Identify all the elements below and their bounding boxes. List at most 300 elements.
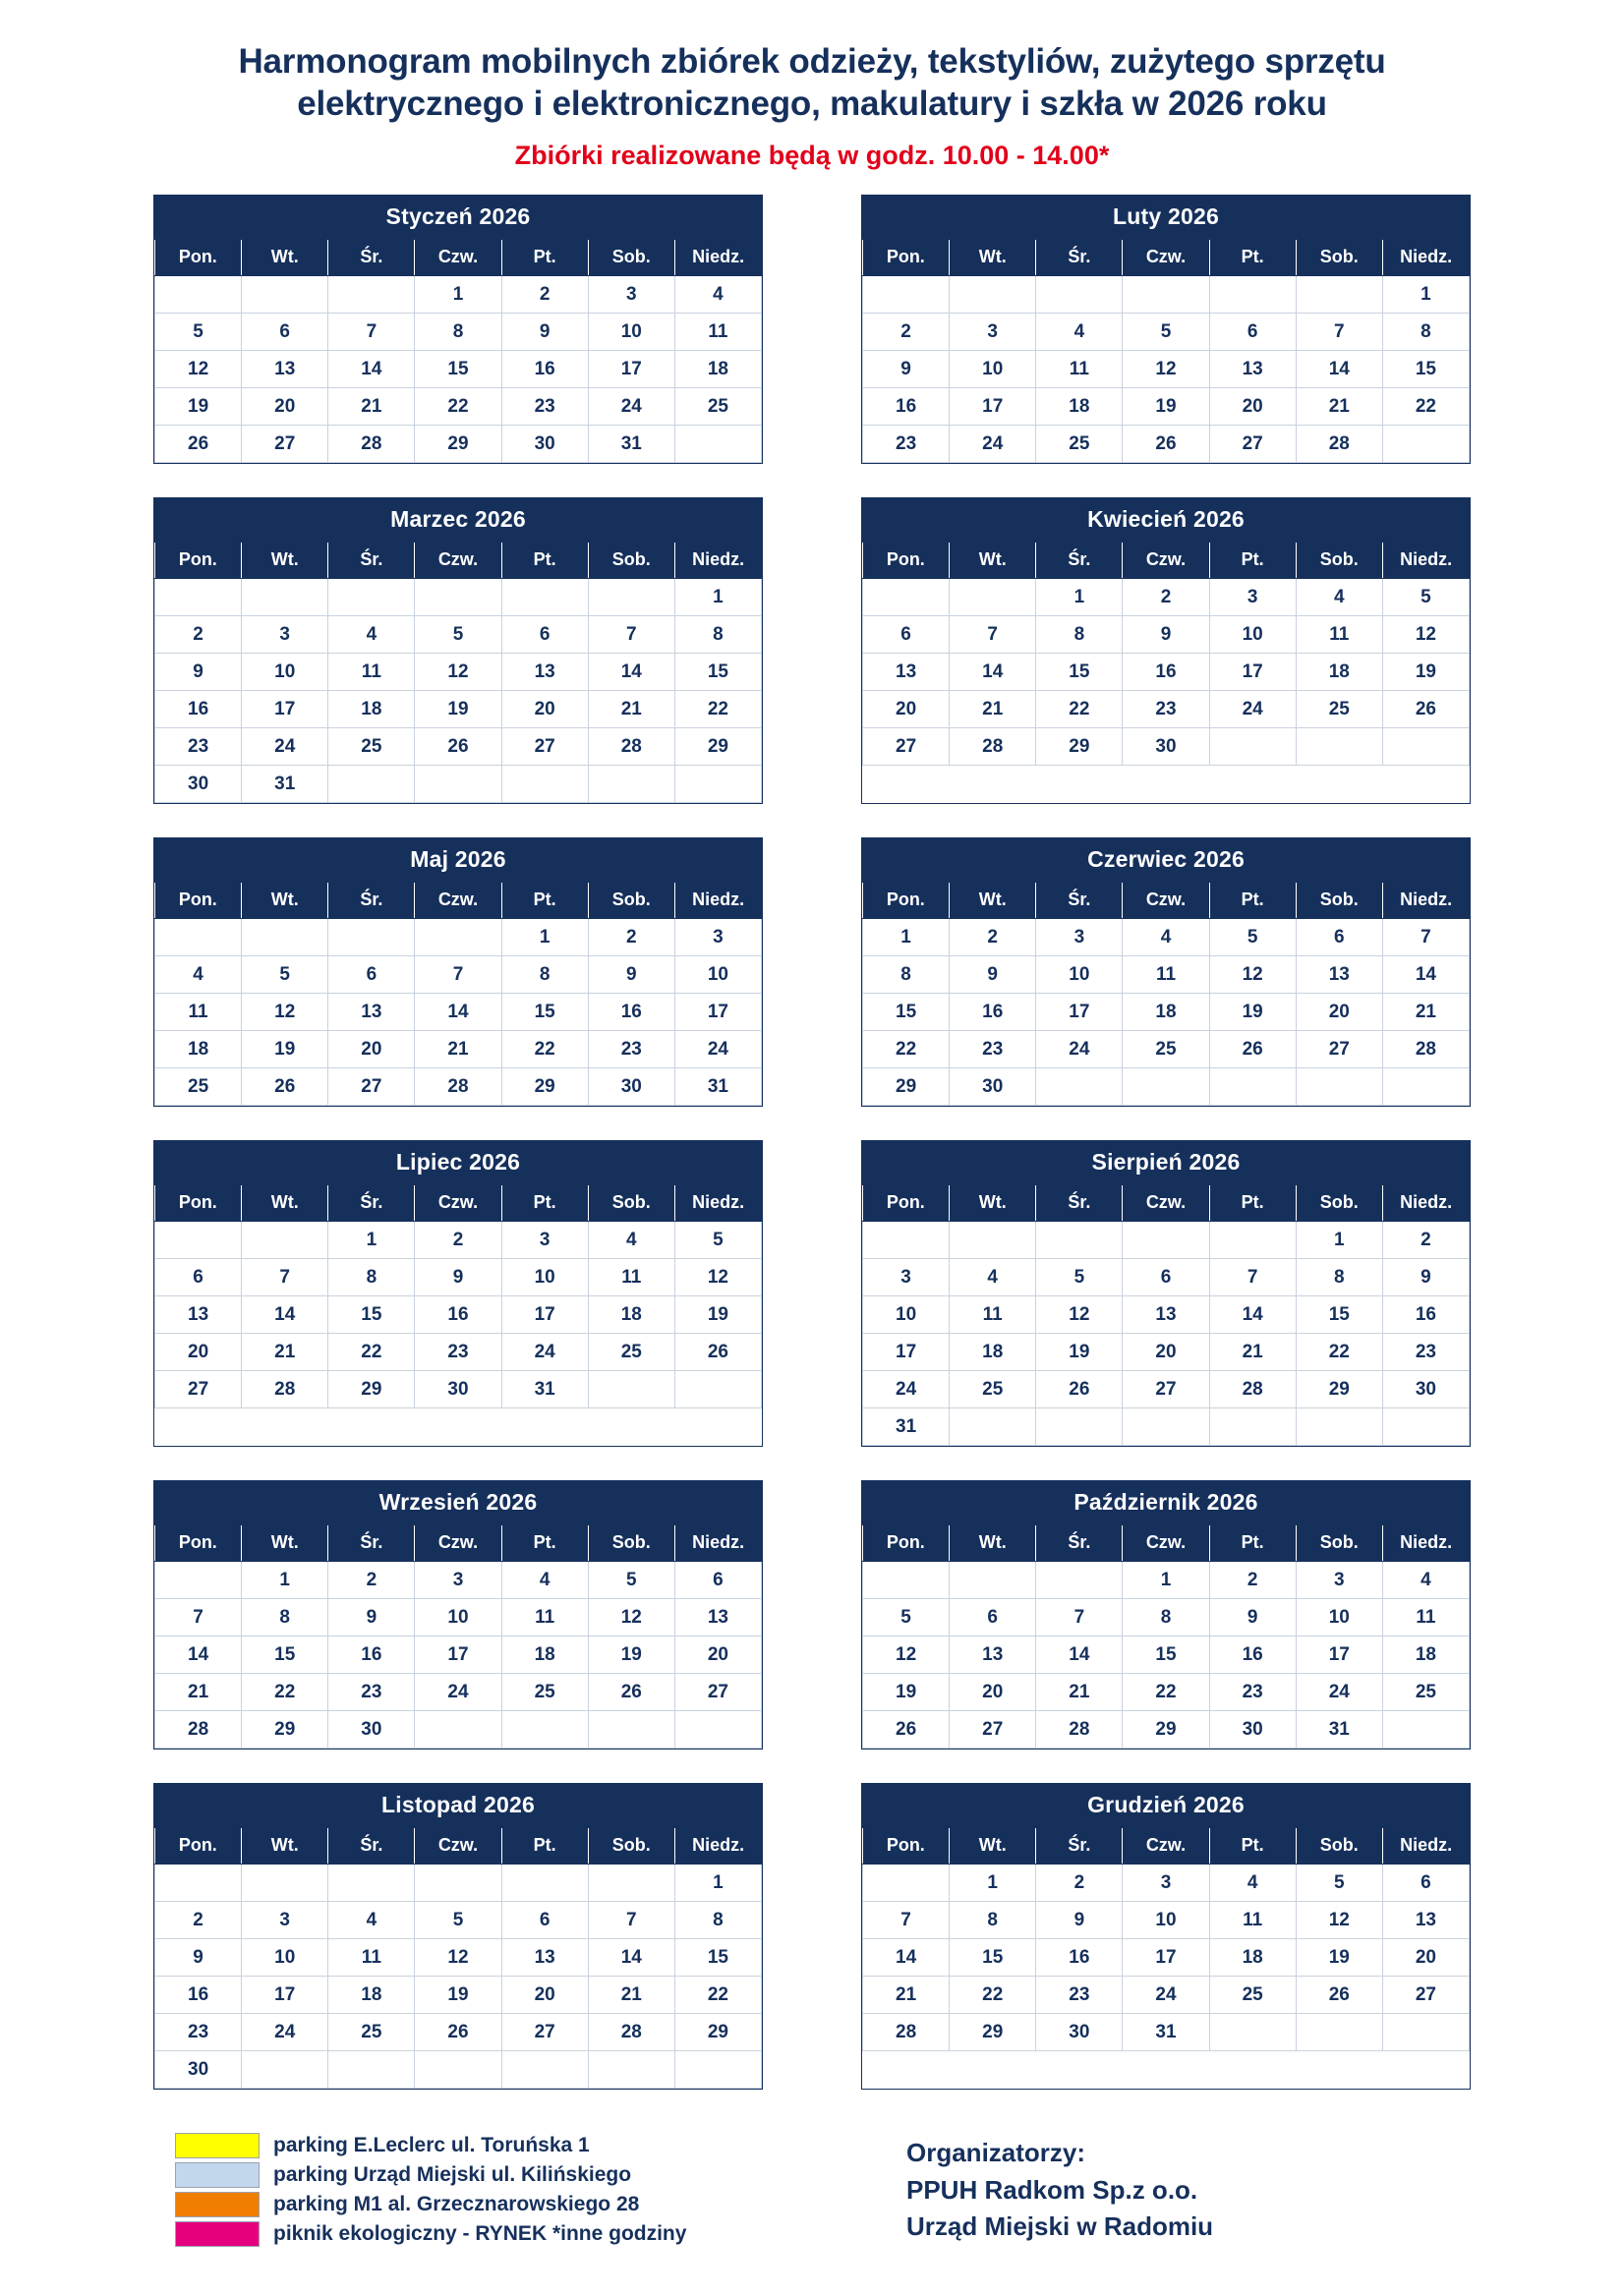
day-cell: 28: [242, 1371, 328, 1408]
empty-cell: [1209, 276, 1296, 314]
empty-cell: [1036, 276, 1123, 314]
day-cell: 28: [155, 1711, 242, 1749]
day-cell: 4: [674, 276, 761, 314]
day-cell: 2: [950, 919, 1036, 956]
day-cell: 19: [415, 691, 501, 728]
day-cell: 9: [863, 351, 950, 388]
weekday-header: Śr.: [328, 883, 415, 919]
empty-cell: [1123, 276, 1209, 314]
day-cell: 18: [1209, 1939, 1296, 1977]
day-cell: 17: [588, 351, 674, 388]
weekday-header-row: [155, 1828, 762, 1865]
weekday-header: Niedz.: [674, 240, 761, 276]
legend-color-swatch: [175, 2133, 260, 2158]
week-row: [863, 1296, 1470, 1334]
day-cell: 3: [1036, 919, 1123, 956]
legend-item: [175, 2221, 804, 2247]
month-calendar: [153, 1783, 763, 2090]
day-cell: 10: [242, 1939, 328, 1977]
weekday-header: Śr.: [1036, 543, 1123, 579]
page-title-line2: elektrycznego i elektronicznego, makulatury i szkła w 2026 roku: [297, 84, 1327, 123]
weekday-header: Pt.: [501, 1185, 588, 1222]
day-cell: 6: [1296, 919, 1382, 956]
weekday-header: Śr.: [1036, 1525, 1123, 1562]
day-cell: 9: [1209, 1599, 1296, 1636]
day-cell: 30: [1209, 1711, 1296, 1749]
day-cell: 29: [501, 1068, 588, 1106]
month-table: [154, 240, 762, 463]
day-cell: 6: [950, 1599, 1036, 1636]
organizer-2: Urząd Miejski w Radomiu: [906, 2211, 1214, 2242]
day-cell: 14: [588, 1939, 674, 1977]
week-row: [155, 994, 762, 1031]
day-cell: 15: [328, 1296, 415, 1334]
empty-cell: [1123, 1408, 1209, 1446]
empty-cell: [1382, 1068, 1469, 1106]
day-cell: 23: [588, 1031, 674, 1068]
weekday-header: Niedz.: [674, 1525, 761, 1562]
legend-label: parking E.Leclerc ul. Toruńska 1: [273, 2134, 590, 2156]
week-row: [155, 1865, 762, 1902]
month-table: [862, 1525, 1470, 1749]
day-cell: 19: [674, 1296, 761, 1334]
day-cell: 10: [1296, 1599, 1382, 1636]
day-cell: 22: [950, 1977, 1036, 2014]
day-cell: 24: [242, 2014, 328, 2051]
legend-label: piknik ekologiczny - RYNEK *inne godziny: [273, 2222, 687, 2245]
day-cell: 24: [950, 426, 1036, 463]
week-row: [863, 426, 1470, 463]
weekday-header-row: [155, 240, 762, 276]
day-cell: 21: [1382, 994, 1469, 1031]
week-row: [863, 1674, 1470, 1711]
week-row: [155, 766, 762, 803]
weekday-header: Wt.: [242, 1828, 328, 1865]
weekday-header: Sob.: [1296, 543, 1382, 579]
empty-cell: [1209, 1222, 1296, 1259]
day-cell: 7: [328, 314, 415, 351]
day-cell: 20: [1209, 388, 1296, 426]
day-cell: 21: [1296, 388, 1382, 426]
week-row: [863, 1371, 1470, 1408]
day-cell: 12: [415, 1939, 501, 1977]
empty-cell: [415, 766, 501, 803]
day-cell: 31: [863, 1408, 950, 1446]
day-cell: 26: [1209, 1031, 1296, 1068]
weekday-header: Niedz.: [1382, 1828, 1469, 1865]
day-cell: 29: [415, 426, 501, 463]
day-cell: 21: [242, 1334, 328, 1371]
day-cell: 6: [501, 1902, 588, 1939]
weekday-header: Czw.: [1123, 883, 1209, 919]
empty-cell: [1209, 728, 1296, 766]
month-table: [154, 543, 762, 803]
week-row: [155, 1068, 762, 1106]
day-cell: 17: [501, 1296, 588, 1334]
day-cell: 2: [588, 919, 674, 956]
day-cell: 19: [415, 1977, 501, 2014]
month-table: [862, 883, 1470, 1106]
day-cell: 26: [1382, 691, 1469, 728]
day-cell: 28: [1036, 1711, 1123, 1749]
day-cell: 21: [328, 388, 415, 426]
day-cell: 2: [1209, 1562, 1296, 1599]
week-row: [863, 1902, 1470, 1939]
day-cell: 27: [863, 728, 950, 766]
weekday-header: Pon.: [863, 883, 950, 919]
organizers-heading: Organizatorzy:: [906, 2138, 1086, 2167]
weekday-header: Pon.: [155, 1828, 242, 1865]
day-cell: 10: [501, 1259, 588, 1296]
day-cell: 16: [328, 1636, 415, 1674]
day-cell: 1: [674, 579, 761, 616]
empty-cell: [674, 1371, 761, 1408]
empty-cell: [415, 1711, 501, 1749]
empty-cell: [328, 579, 415, 616]
day-cell: 24: [863, 1371, 950, 1408]
day-cell: 18: [328, 1977, 415, 2014]
day-cell: 25: [1209, 1977, 1296, 2014]
day-cell: 31: [1296, 1711, 1382, 1749]
day-cell: 5: [588, 1562, 674, 1599]
empty-cell: [1296, 2014, 1382, 2051]
empty-cell: [242, 579, 328, 616]
weekday-header: Sob.: [588, 883, 674, 919]
month-title: Listopad 2026: [154, 1783, 762, 1828]
day-cell: 10: [674, 956, 761, 994]
day-cell: 9: [328, 1599, 415, 1636]
empty-cell: [1123, 1222, 1209, 1259]
weekday-header: Pon.: [863, 1828, 950, 1865]
day-cell: 8: [863, 956, 950, 994]
empty-cell: [863, 1562, 950, 1599]
empty-cell: [1209, 1068, 1296, 1106]
day-cell: 14: [588, 654, 674, 691]
day-cell: 30: [1123, 728, 1209, 766]
day-cell: 25: [674, 388, 761, 426]
week-row: [863, 956, 1470, 994]
month-title: Czerwiec 2026: [862, 837, 1470, 883]
weekday-header: Czw.: [1123, 1828, 1209, 1865]
empty-cell: [1036, 1408, 1123, 1446]
day-cell: 24: [1209, 691, 1296, 728]
weekday-header: Wt.: [242, 240, 328, 276]
weekday-header: Czw.: [415, 1185, 501, 1222]
weekday-header: Niedz.: [1382, 1185, 1469, 1222]
day-cell: 7: [950, 616, 1036, 654]
day-cell: 6: [328, 956, 415, 994]
day-cell: 2: [1382, 1222, 1469, 1259]
day-cell: 17: [1209, 654, 1296, 691]
day-cell: 13: [328, 994, 415, 1031]
weekday-header: Czw.: [415, 1525, 501, 1562]
day-cell: 18: [674, 351, 761, 388]
weekday-header-row: [863, 1185, 1470, 1222]
page-subtitle: Zbiórki realizowane będą w godz. 10.00 - 14.00*: [514, 141, 1110, 171]
legend-item: [175, 2162, 804, 2188]
weekday-header: Pon.: [155, 883, 242, 919]
week-row: [155, 1371, 762, 1408]
day-cell: 31: [1123, 2014, 1209, 2051]
day-cell: 9: [1382, 1259, 1469, 1296]
day-cell: 20: [1296, 994, 1382, 1031]
day-cell: 6: [1123, 1259, 1209, 1296]
day-cell: 28: [415, 1068, 501, 1106]
month-title: Kwiecień 2026: [862, 497, 1470, 543]
day-cell: 21: [1209, 1334, 1296, 1371]
day-cell: 17: [674, 994, 761, 1031]
weekday-header: Pt.: [501, 240, 588, 276]
day-cell: 22: [863, 1031, 950, 1068]
empty-cell: [1036, 1068, 1123, 1106]
day-cell: 30: [1382, 1371, 1469, 1408]
weekday-header: Pt.: [1209, 883, 1296, 919]
week-row: [863, 1977, 1470, 2014]
day-cell: 9: [1123, 616, 1209, 654]
weekday-header: Niedz.: [674, 1185, 761, 1222]
day-cell: 27: [1382, 1977, 1469, 2014]
day-cell: 23: [1036, 1977, 1123, 2014]
day-cell: 16: [863, 388, 950, 426]
day-cell: 23: [863, 426, 950, 463]
day-cell: 13: [1382, 1902, 1469, 1939]
day-cell: 24: [242, 728, 328, 766]
week-row: [863, 1865, 1470, 1902]
empty-cell: [588, 1711, 674, 1749]
month-calendar: [153, 195, 763, 464]
day-cell: 8: [1123, 1599, 1209, 1636]
empty-cell: [242, 1222, 328, 1259]
empty-cell: [588, 2051, 674, 2089]
weekday-header-row: [155, 543, 762, 579]
empty-cell: [863, 1865, 950, 1902]
empty-cell: [1382, 426, 1469, 463]
weekday-header: Śr.: [328, 1185, 415, 1222]
empty-cell: [242, 1865, 328, 1902]
day-cell: 15: [950, 1939, 1036, 1977]
day-cell: 20: [1382, 1939, 1469, 1977]
week-row: [155, 1031, 762, 1068]
empty-cell: [950, 1562, 1036, 1599]
day-cell: 22: [415, 388, 501, 426]
day-cell: 5: [863, 1599, 950, 1636]
day-cell: 1: [674, 1865, 761, 1902]
week-row: [155, 2051, 762, 2089]
legend: [175, 2133, 804, 2251]
day-cell: 1: [1123, 1562, 1209, 1599]
weekday-header: Wt.: [242, 543, 328, 579]
day-cell: 25: [155, 1068, 242, 1106]
empty-cell: [863, 1222, 950, 1259]
day-cell: 29: [674, 728, 761, 766]
week-row: [863, 1711, 1470, 1749]
day-cell: 25: [501, 1674, 588, 1711]
day-cell: 27: [501, 728, 588, 766]
day-cell: 3: [1296, 1562, 1382, 1599]
day-cell: 12: [1209, 956, 1296, 994]
day-cell: 14: [1382, 956, 1469, 994]
month-title: Styczeń 2026: [154, 195, 762, 240]
day-cell: 20: [328, 1031, 415, 1068]
day-cell: 6: [1209, 314, 1296, 351]
day-cell: 26: [242, 1068, 328, 1106]
month-title: Październik 2026: [862, 1480, 1470, 1525]
day-cell: 29: [1296, 1371, 1382, 1408]
day-cell: 25: [1123, 1031, 1209, 1068]
day-cell: 17: [1123, 1939, 1209, 1977]
day-cell: 11: [155, 994, 242, 1031]
day-cell: 6: [863, 616, 950, 654]
weekday-header-row: [863, 240, 1470, 276]
day-cell: 17: [242, 691, 328, 728]
empty-cell: [950, 1408, 1036, 1446]
empty-cell: [674, 766, 761, 803]
day-cell: 10: [1209, 616, 1296, 654]
day-cell: 1: [950, 1865, 1036, 1902]
day-cell: 12: [674, 1259, 761, 1296]
weekday-header: Wt.: [950, 1828, 1036, 1865]
weekday-header: Sob.: [1296, 883, 1382, 919]
day-cell: 20: [501, 1977, 588, 2014]
day-cell: 23: [950, 1031, 1036, 1068]
day-cell: 13: [950, 1636, 1036, 1674]
weekday-header: Pon.: [155, 543, 242, 579]
weekday-header: Czw.: [415, 883, 501, 919]
weekday-header-row: [155, 1525, 762, 1562]
day-cell: 30: [415, 1371, 501, 1408]
day-cell: 5: [674, 1222, 761, 1259]
day-cell: 24: [1123, 1977, 1209, 2014]
day-cell: 13: [1209, 351, 1296, 388]
day-cell: 3: [588, 276, 674, 314]
day-cell: 5: [415, 616, 501, 654]
day-cell: 7: [415, 956, 501, 994]
weekday-header: Czw.: [1123, 1525, 1209, 1562]
day-cell: 13: [242, 351, 328, 388]
day-cell: 8: [415, 314, 501, 351]
day-cell: 12: [1123, 351, 1209, 388]
month-title: Marzec 2026: [154, 497, 762, 543]
empty-cell: [1036, 1222, 1123, 1259]
day-cell: 8: [242, 1599, 328, 1636]
day-cell: 8: [328, 1259, 415, 1296]
day-cell: 16: [1123, 654, 1209, 691]
month-title: Wrzesień 2026: [154, 1480, 762, 1525]
day-cell: 10: [588, 314, 674, 351]
weekday-header: Niedz.: [674, 883, 761, 919]
legend-color-swatch: [175, 2192, 260, 2217]
legend-color-swatch: [175, 2221, 260, 2247]
weekday-header: Czw.: [415, 240, 501, 276]
day-cell: 9: [588, 956, 674, 994]
day-cell: 21: [588, 691, 674, 728]
day-cell: 9: [155, 1939, 242, 1977]
day-cell: 19: [242, 1031, 328, 1068]
day-cell: 4: [1296, 579, 1382, 616]
empty-cell: [155, 579, 242, 616]
empty-cell: [328, 276, 415, 314]
day-cell: 7: [863, 1902, 950, 1939]
empty-cell: [242, 919, 328, 956]
day-cell: 6: [674, 1562, 761, 1599]
day-cell: 25: [1296, 691, 1382, 728]
day-cell: 16: [155, 691, 242, 728]
header-block: [0, 0, 1624, 171]
week-row: [155, 426, 762, 463]
day-cell: 11: [1382, 1599, 1469, 1636]
day-cell: 25: [588, 1334, 674, 1371]
day-cell: 17: [863, 1334, 950, 1371]
day-cell: 12: [415, 654, 501, 691]
weekday-header: Sob.: [1296, 1525, 1382, 1562]
day-cell: 11: [1036, 351, 1123, 388]
week-row: [155, 314, 762, 351]
day-cell: 4: [1382, 1562, 1469, 1599]
day-cell: 19: [1209, 994, 1296, 1031]
week-row: [155, 1334, 762, 1371]
day-cell: 24: [415, 1674, 501, 1711]
organizers: [906, 2133, 1213, 2246]
day-cell: 4: [950, 1259, 1036, 1296]
day-cell: 16: [155, 1977, 242, 2014]
empty-cell: [155, 1222, 242, 1259]
week-row: [863, 728, 1470, 766]
weekday-header: Czw.: [415, 543, 501, 579]
day-cell: 8: [501, 956, 588, 994]
weekday-header-row: [155, 883, 762, 919]
month-title: Grudzień 2026: [862, 1783, 1470, 1828]
day-cell: 6: [242, 314, 328, 351]
day-cell: 15: [242, 1636, 328, 1674]
day-cell: 13: [1296, 956, 1382, 994]
weekday-header: Wt.: [242, 1185, 328, 1222]
day-cell: 2: [328, 1562, 415, 1599]
day-cell: 14: [242, 1296, 328, 1334]
weekday-header: Pt.: [501, 543, 588, 579]
day-cell: 26: [415, 2014, 501, 2051]
day-cell: 7: [588, 616, 674, 654]
day-cell: 27: [328, 1068, 415, 1106]
day-cell: 30: [501, 426, 588, 463]
week-row: [863, 654, 1470, 691]
empty-cell: [328, 2051, 415, 2089]
month-calendar: [861, 1783, 1471, 2090]
day-cell: 27: [1123, 1371, 1209, 1408]
empty-cell: [1382, 2014, 1469, 2051]
day-cell: 8: [1036, 616, 1123, 654]
day-cell: 5: [1209, 919, 1296, 956]
day-cell: 1: [1382, 276, 1469, 314]
day-cell: 19: [588, 1636, 674, 1674]
week-row: [863, 579, 1470, 616]
day-cell: 27: [950, 1711, 1036, 1749]
day-cell: 3: [863, 1259, 950, 1296]
day-cell: 18: [1036, 388, 1123, 426]
week-row: [155, 1562, 762, 1599]
day-cell: 7: [1209, 1259, 1296, 1296]
day-cell: 5: [1036, 1259, 1123, 1296]
week-row: [863, 1408, 1470, 1446]
week-row: [863, 919, 1470, 956]
day-cell: 22: [501, 1031, 588, 1068]
day-cell: 17: [242, 1977, 328, 2014]
empty-cell: [1296, 276, 1382, 314]
week-row: [155, 1259, 762, 1296]
day-cell: 4: [588, 1222, 674, 1259]
day-cell: 10: [242, 654, 328, 691]
day-cell: 3: [950, 314, 1036, 351]
empty-cell: [501, 1865, 588, 1902]
